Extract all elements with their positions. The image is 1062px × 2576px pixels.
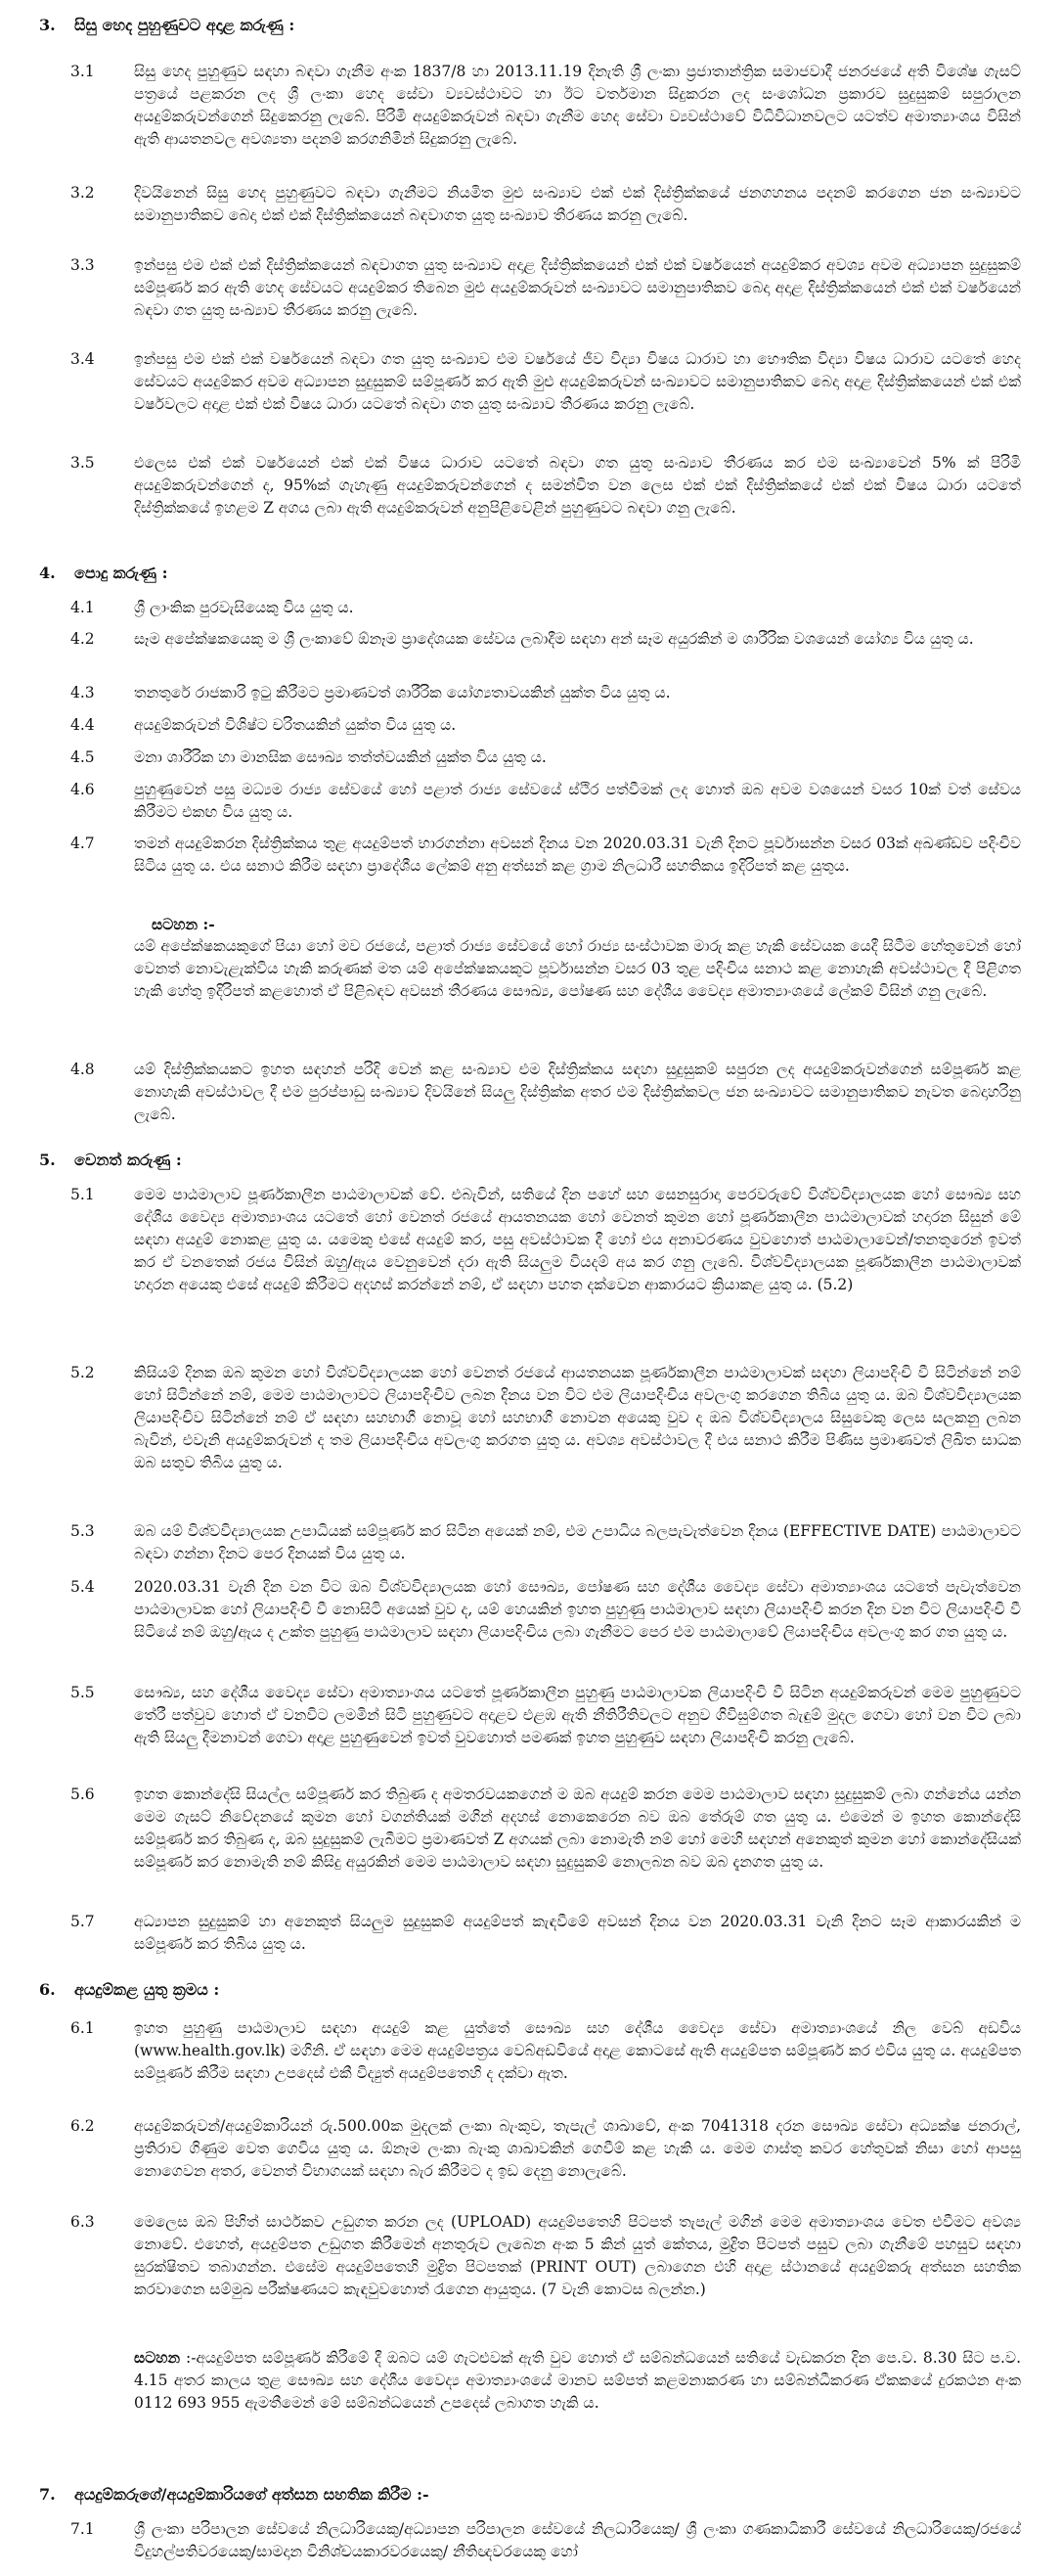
- note-label: සටහන: [134, 2348, 181, 2367]
- section-title: අයදුම්කරුගේ/අයදුම්කාරියගේ අත්සන සහතික කිරීම :-: [74, 2485, 429, 2504]
- clause-number: 4.4: [70, 716, 95, 734]
- section-5-heading: [39, 1149, 182, 1171]
- clause-text: අයදුම්කරුවන් විශිෂ්ට චරිතයකින් යුක්ත විය යුතු ය.: [134, 716, 457, 734]
- clause-number: 3.2: [70, 184, 95, 202]
- clause-text: මෙලෙස ඔබ පිහිත් සාර්ථකව උඩුගත කරන ලද (UPLOAD) අයදුම්පතෙහි පිටපත් තැපැල් මගින් මෙම අමාත්‍යාංශය වෙත එවීමට අවශ්‍ය නොවේ. එහෙත්, අයදුම්පත උඩුගත කිරීමෙන් අනතුරුව ලැබෙන අංක 5 කින් යුත් කේතය, මුද්‍රිත පිටපත් පසුව ලබා ගැනීමේ පහසුව සඳහා සුරක්ෂිතව තබාගන්න. එසේම අයදුම්පතෙහි මුද්‍රිත පිටපතක් (PRINT OUT) ලබාගෙන එහි අදාළ ස්ථානයේ අයදුම්කරු අත්සන සහතික කරවාගෙන සම්මුඛ පරීක්ෂණයට කැඳවුවහොත් රැගෙන ආයුතුය. (7 වැනි කොටස බලන්න.): [134, 2213, 1021, 2298]
- clause-number: 5.7: [70, 1913, 95, 1930]
- section-title: අයදුම්කළ යුතු ක්‍රමය :: [74, 1980, 220, 1999]
- clause-text: සෑම අපේක්ෂකයෙකු ම ශ්‍රී ලංකාවේ ඕනෑම ප්‍රාදේශයක සේවය ලබාදීම සඳහා අන් සෑම අයුරකින් ම ශාරීරික වශයෙන් යෝග්‍ය විය යුතු ය.: [134, 630, 974, 648]
- clause-text: සිසු හෙද පුහුණුව සඳහා බඳවා ගැනීම අංක 1837/8 හා 2013.11.19 දිනැති ශ්‍රී ලංකා ප්‍රජාතාන්ත්‍රික සමාජවාදී ජනරජයේ අති විශේෂ ගැසට් පත්‍රයේ පළකරන ලද ශ්‍රී ලංකා හෙද සේවා ව්‍යවස්ථාවට හා ඊට වර්තමාන සිදුකරන ලද සංශෝධන ප්‍රකාරව සුදුසුකම් සපුරාලන අයදුම්කරුවන්ගෙන් සිදුකෙරනු ලැබේ. පිරිමි අයදුම්කරුවන් බඳවා ගැනීම හෙද සේවා ව්‍යවස්ථාවේ විධිවිධානවලට යටත්ව අමාත්‍යාංශය විසින් ඇති ආයතනවල අවශ්‍යතා පදනම් කරගනිමින් සිදුකරනු ලැබේ.: [134, 63, 1021, 148]
- clause-number: 4.1: [70, 599, 95, 616]
- clause-number: 4.3: [70, 684, 95, 701]
- section-6-heading: [39, 1978, 219, 2001]
- clause-text: දිවයිනෙන් සිසු හෙද පුහුණුවට බඳවා ගැනීමට නියමිත මුළු සංඛ්‍යාව එක් එක් දිස්ත්‍රික්කයේ ජනගහනය පදනම් කරගෙන ජන සංඛ්‍යාවට සමානුපාතිකව බෙදා එක් එක් දිස්ත්‍රික්කයෙන් බඳවාගත යුතු සංඛ්‍යාව තීරණය කරනු ලැබේ.: [134, 184, 1021, 224]
- section-4-heading: [39, 562, 167, 584]
- clause-number: 6.1: [70, 2019, 95, 2037]
- clause-number: 5.1: [70, 1186, 95, 1203]
- clause-text: ඉහත කොන්දේසි සියල්ල සම්පූර්ණ කර තිබුණ ද අමතරවයකගෙන් ම ඔබ අයදුම් කරන මෙම පාඨමාලාව සඳහා සුදුසුකම් ලබා ගන්නේය යන්න මෙම ගැසට් නිවේදනයේ කුමන හෝ වගන්තියක් මගින් අදහස් නොකෙරෙන බව ඔබ තේරුම් ගත යුතු ය. එමෙන් ම ඉහත කොන්දේසි සම්පූර්ණ කර තිබුණ ද, ඔබ සුදුසුකම් ලැබීමට ප්‍රමාණවත් Z අගයක් ලබා නොමැති නම් හෝ මෙහි සඳහන් අනෙකුත් කුමන හෝ කොන්දේසියක් සම්පූර්ණ කර නොමැති නම් කිසිදු අයුරකින් මෙම පාඨමාලාව සඳහා සුදුසුකම් නොලබන බව ඔබ දැනගත යුතු ය.: [134, 1785, 1021, 1871]
- clause-number: 4.2: [70, 630, 95, 648]
- clause-number: 3.4: [70, 350, 95, 368]
- section-number: 7.: [39, 2485, 56, 2504]
- clause-number: 4.7: [70, 835, 95, 852]
- clause-text: මනා ශාරීරික හා මානසික සෞඛ්‍ය තත්ත්වයකින් යුක්ත විය යුතු ය.: [134, 748, 547, 766]
- clause-text: ඔබ යම් විශ්වවිද්‍යාලයක උපාධියක් සම්පූර්ණ කර සිටින අයෙක් නම්, එම උපාධිය බලපැවැත්වෙන දිනය (EFFECTIVE DATE) පාඨමාලාවට බඳවා ගන්නා දිනට පෙර දිනයක් විය යුතු ය.: [134, 1522, 1021, 1562]
- section-title: වෙනත් කරුණු :: [74, 1151, 182, 1169]
- section-number: 5.: [39, 1151, 56, 1169]
- clause-text: ශ්‍රී ලංකා පරිපාලන සේවයේ නිලධාරියෙකු/අධ්‍යාපන පරිපාලන සේවයේ නිලධාරියෙකු/ ශ්‍රී ලංකා ගණකාධිකාරී සේවයේ නිලධාරියෙකු/රජයේ විදුහල්පතිවරයෙකු/සාමදාන විනිශ්චයකාරවරයෙකු/ නීතිඥවරයෙකු හෝ: [134, 2520, 1021, 2560]
- clause-number: 5.3: [70, 1522, 95, 1540]
- clause-number: 4.5: [70, 748, 95, 766]
- clause-number: 3.1: [70, 63, 95, 80]
- clause-text: ඉන්පසු එම එක් එක් වර්ෂයෙන් බඳවා ගත යුතු සංඛ්‍යාව එම වර්ෂයේ ජීව විද්‍යා විෂය ධාරාව හා භෞතික විද්‍යා විෂය ධාරාව යටතේ හෙද සේවයට අයදුම්කර අවම අධ්‍යාපන සුදුසුකම් සම්පූර්ණ කර ඇති මුළු අයදුම්කරුවන් සංඛ්‍යාවට සමානුපාතිකව බෙදා අදාළ දිස්ත්‍රික්කයෙන් එක් එක් වර්ෂවලට අදාළ එක් එක් විෂය ධාරා යටතේ බඳවා ගත යුතු සංඛ්‍යාව තීරණය කරනු ලැබේ.: [134, 350, 1021, 413]
- clause-text: කිසියම් දිනක ඔබ කුමන හෝ විශ්වවිද්‍යාලයක හෝ වෙනත් රජයේ ආයතනයක පූර්ණකාලීන පාඨමාලාවක් සඳහා ලියාපදිංචි වී සිටින්නේ නම් හෝ සිටින්නේ නම්, මෙම පාඨමාලාවට ලියාපදිංචිව ලබන දිනය වන විට එම ලියාපදිංචිය අවලංගු කරගෙන තිබිය යුතු ය. ඔබ විශ්වවිද්‍යාලයක ලියාපදිංචිව සිටින්නේ නම් ඒ සඳහා සහභාගී නොවූ හෝ සහභාගී නොවන අයෙකු වුව ද ඔබ විශ්වවිද්‍යාලය සිසුවෙකු ලෙස සලකනු ලබන බැවින්, එවැනි අයදුම්කරුවන් ද තම ලියාපදිංචිය අවලංගු කරගත යුතු ය. අවශ්‍ය අවස්ථාවල දී එය සනාථ කිරීම පිණිස ප්‍රමාණවත් ලිඛිත සාධක ඔබ සතුව තිබිය යුතු ය.: [134, 1364, 1021, 1471]
- clause-text: පුහුණුවෙන් පසු මධ්‍යම රාජ්‍ය සේවයේ හෝ පළාත් රාජ්‍ය සේවයේ ස්ථිර පත්වීමක් ලද හොත් ඔබ අවම වශයෙන් වසර 10ක් වත් සේවය කිරීමට එකඟ විය යුතු ය.: [134, 781, 1021, 821]
- clause-number: 6.2: [70, 2117, 95, 2135]
- section-3-heading: [39, 14, 294, 36]
- clause-text: තමන් අයදුම්කරන දිස්ත්‍රික්කය තුළ අයදුම්පත් භාරගන්නා අවසන් දිනය වන 2020.03.31 වැනි දිනට පූර්වාසන්න වසර 03ක් අඛණ්ඩව පදිංචිව සිටිය යුතු ය. එය සනාථ කිරීම සඳහා ප්‍රාදේශීය ලේකම් අනු අත්සන් කළ ග්‍රාම නිලධාරී සහතිකය ඉදිරිපත් කළ යුතුය.: [134, 835, 1021, 875]
- clause-text: ඉන්පසු එම එක් එක් දිස්ත්‍රික්කයෙන් බඳවාගත යුතු සංඛ්‍යාව අදාළ දිස්ත්‍රික්කයෙන් එක් එක් වර්ෂයෙන් අයදුම්කර අවශ්‍ය අවම අධ්‍යාපන සුදුසුකම් සම්පූර්ණ කර ඇති හෙද සේවයට අයදුම්කර තිබෙන මුළු අයදුම්කරුවන් සංඛ්‍යාවට සමානුපාතිකව බෙදා අදාළ දිස්ත්‍රික්කයෙන් එක් එක් වර්ෂයෙන් බඳවා ගත යුතු සංඛ්‍යාව තීරණය කරනු ලැබේ.: [134, 256, 1021, 319]
- clause-number: 4.6: [70, 781, 95, 798]
- note-text: යම් අපේක්ෂකයකුගේ පියා හෝ මව රජයේ, පළාත් රාජ්‍ය සේවයේ හෝ රාජ්‍ය සංස්ථාවක මාරු කළ හැකි සේවයක යෙදී සිටීම හේතුවෙන් හෝ වෙනත් නොවැළැක්විය හැකි කරුණක් මත යම් අපේක්ෂකයකුට පූර්වාසන්න වසර 03 තුළ පදිංචිය සනාථ කළ නොහැකි අවස්ථාවල දී පිළිගත හැකි හේතු ඉදිරිපත් කළහොත් ඒ පිළිබඳව අවසන් තීරණය සෞඛ්‍ය, පෝෂණ සහ දේශීය වෛද්‍ය අමාත්‍යාංශයේ ලේකම් විසින් ගනු ලැබේ.: [134, 937, 1021, 1000]
- clause-number: 6.3: [70, 2213, 95, 2231]
- clause-number: 7.1: [70, 2520, 95, 2538]
- clause-text: යම් දිස්ත්‍රික්කයකට ඉහත සඳහන් පරිදි වෙන් කළ සංඛ්‍යාව එම දිස්ත්‍රික්කය සඳහා සුදුසුකම් සපුරන ලද අයදුම්කරුවන්ගෙන් සම්පූර්ණ කළ නොහැකි අවස්ථාවල දී එම පුරප්පාඩු සංඛ්‍යාව දිවයිනේ සියලු දිස්ත්‍රික්ක අතර එම දිස්ත්‍රික්කවල ජන සංඛ්‍යාවට සමානුපාතිකව නැවත බෙදාහරිනු ලැබේ.: [134, 1061, 1021, 1123]
- clause-text: සෞඛ්‍ය, සහ දේශීය වෛද්‍ය සේවා අමාත්‍යාංශය යටතේ පූර්ණකාලීන පුහුණු පාඨමාලාවක ලියාපදිංචි වී සිටින අයදුම්කරුවන් මෙම පුහුණුවට තේරී පත්වුව හොත් ඒ වනවිට ලමමින් සිටි පුහුණුවට අදාළව එළඹ ඇති නීතිරීතිවලට අනුව ගිවිසුම්ගත බැඳුම් මුදල ගෙවා හෝ වන විට ලබා ඇති සියලු දීමනාවන් ගෙවා අදාළ පුහුණුවෙන් ඉවත් වුවහොත් පමණක් ඉහත පුහුණුව සඳහා ලියාපදිංචි කරනු ලැබේ.: [134, 1684, 1021, 1746]
- section-7-heading: [39, 2483, 429, 2506]
- clause-number: 5.2: [70, 1364, 95, 1381]
- note-label: සටහන :-: [152, 915, 215, 933]
- section-title: සිසු හෙද පුහුණුවට අදාළ කරුණු :: [74, 16, 295, 34]
- section-4-note: [134, 913, 1021, 1003]
- clause-number: 4.8: [70, 1061, 95, 1078]
- section-number: 4.: [39, 564, 56, 582]
- clause-text: තනතුරේ රාජකාරි ඉටු කිරීමට ප්‍රමාණවත් ශාරීරික යෝග්‍යතාවයකින් යුක්ත විය යුතු ය.: [134, 684, 671, 701]
- clause-text: ශ්‍රී ලාංකික පුරවැසියෙකු විය යුතු ය.: [134, 599, 354, 616]
- section-title: පොදු කරුණු :: [74, 564, 168, 582]
- clause-number: 5.5: [70, 1684, 95, 1701]
- clause-text: මෙම පාඨමාලාව පූර්ණකාලීන පාඨමාලාවක් වේ. එබැවින්, සතියේ දින පහේ සහ සෙනසුරාදා පෙරවරුවේ විශ්වවිද්‍යාලයක හෝ සෞඛ්‍ය සහ දේශීය වෛද්‍ය අමාත්‍යාංශය යටතේ හෝ වෙනත් රජයේ ආයතනයක හෝ වෙනත් කුමන හෝ පූර්ණකාලීන පාඨමාලාවක් හදාරන සිසුන් මේ සඳහා අයදුම් නොකළ යුතු ය. යමෙකු එසේ අයදුම් කර, පසු අවස්ථාවක දී හෝ එය අනාවරණය වුවහොත් පාඨමාලාවෙන්/තනතුරෙන් ඉවත් කර ඒ වනතෙක් රජය විසින් ඔහු/ඇය වෙනුවෙන් දරා ඇති සියලුම වියදම් අය කර ගනු ලැබේ. විශ්වවිද්‍යාලයක පූර්ණකාලීන පාඨමාලාවක් හදාරන අයෙකු එසේ අයදුම් කිරීමට අදහස් කරන්නේ නම්, ඒ සඳහා පහත දක්වෙන ආකාරයට ක්‍රියාකළ යුතු ය. (5.2): [134, 1186, 1021, 1293]
- clause-text: 2020.03.31 වැනි දින වන විට ඔබ විශ්වවිද්‍යාලයක හෝ සෞඛ්‍ය, පෝෂණ සහ දේශීය වෛද්‍ය සේවා අමාත්‍යාංශය යටතේ පැවැත්වෙන පාඨමාලාවක හෝ ලියාපදිංචි වී නොසිටි අයෙක් වුව ද, යම් හෙයකින් ඉහත පුහුණු පාඨමාලාව සඳහා ලියාපදිංචි කරන දින වන විට ලියාපදිංචි වී සිටියේ නම් ඔහු/ඇය ද උක්ත පුහුණු පාඨමාලාව සඳහා ලියාපදිංචිය ලබා ගැනීමට පෙර එම පාඨමාලාවේ ලියාපදිංචිය අවලංගු කර ගත යුතු ය.: [134, 1578, 1021, 1641]
- clause-number: 5.6: [70, 1785, 95, 1803]
- section-6-note: [134, 2346, 1021, 2415]
- clause-text: එලෙස එක් එක් වර්ෂයෙන් එක් එක් විෂය ධාරාව යටතේ බඳවා ගත යුතු සංඛ්‍යාව තීරණය කර එම සංඛ්‍යාවෙන් 5% ක් පිරිමි අයදුම්කරුවන්ගෙන් ද, 95%ක් ගැහැණු අයදුම්කරුවන්ගෙන් ද සමන්විත වන ලෙස එක් එක් දිස්ත්‍රික්කයේ එක් එක් විෂය ධාරා යටතේ දිස්ත්‍රික්කයේ ඉහළම Z අගය ලබා ඇති අයදුම්කරුවන් අනුපිළිවෙළින් පුහුණුවට බඳවා ගනු ලැබේ.: [134, 454, 1021, 517]
- section-number: 6.: [39, 1980, 56, 1999]
- clause-text: අධ්‍යාපන සුදුසුකම් හා අනෙකුත් සියලුම සුදුසුකම් අයදුම්පත් කැඳවීමේ අවසන් දිනය වන 2020.03.31 වැනි දිනට සෑම ආකාරයකින් ම සම්පූර්ණ කර තිබිය යුතු ය.: [134, 1913, 1021, 1953]
- clause-number: 5.4: [70, 1578, 95, 1596]
- clause-text: ඉහත පුහුණු පාඨමාලාව සඳහා අයදුම් කළ යුත්තේ සෞඛ්‍ය සහ දේශීය වෛද්‍ය සේවා අමාත්‍යාංශයේ නිල වෙබ් අඩවිය (www.health.gov.lk) මගිනි. ඒ සඳහා මෙම අයදුම්පත්‍රය වෙබ්අඩවියේ අදාළ කොටසේ ඇති අයදුම්පත සම්පූර්ණ කර එවිය යුතු ය. අයදුම්පත සම්පූර්ණ කිරීම සඳහා උපදෙස් එකී විද්‍යුත් අයදුම්පතෙහි ද දක්වා ඇත.: [134, 2019, 1021, 2082]
- section-number: 3.: [39, 16, 56, 34]
- clause-text: අයදුම්කරුවන්/අයදුම්කාරියන් රු.500.00ක මුදලක් ලංකා බැංකුව, තැපැල් ශාඛාවේ, අංක 7041318 දරන සෞඛ්‍ය සේවා අධ්‍යක්ෂ ජනරාල්, ප්‍රතිරාව ගිණුම වෙත ගෙවිය යුතු ය. ඕනෑම ලංකා බැංකු ශාඛාවකින් ගෙවීම් කළ හැකි ය. මෙම ගාස්තු කවර හේතුවක් නිසා හෝ ආපසු නොගෙවන අතර, වෙනත් විභාගයක් සඳහා බැර කිරීමට ද ඉඩ දෙනු නොලැබේ.: [134, 2117, 1021, 2180]
- note-text: :-අයදුම්පත සම්පූර්ණ කිරීමේ දී ඔබට යම් ගැටළුවක් ඇති වුව හොත් ඒ සම්බන්ධයෙන් සතියේ වැඩකරන දින පෙ.ව. 8.30 සිට ප.ව. 4.15 අතර කාලය තුළ සෞඛ්‍ය සහ දේශීය වෛද්‍ය අමාත්‍යාංශයේ මානව සම්පත් කළමනාකරණ හා සම්බන්ධීකරණ ඒකකයේ දුරකථන අංක 0112 693 955 ඇමතීමෙන් මේ සම්බන්ධයෙන් උපදෙස් ලබාගත හැකි ය.: [134, 2349, 1021, 2412]
- clause-number: 3.5: [70, 454, 95, 472]
- clause-number: 3.3: [70, 256, 95, 274]
